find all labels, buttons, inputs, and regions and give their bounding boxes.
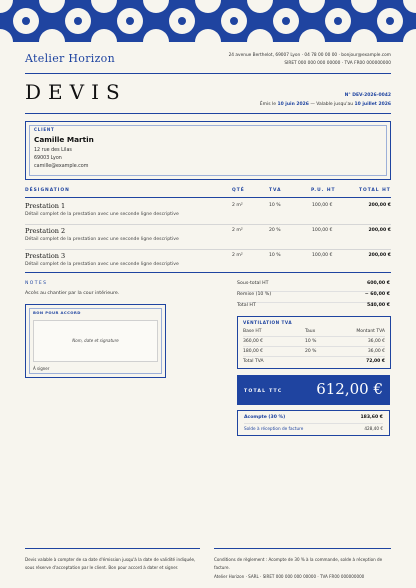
company-name: Atelier Horizon (25, 52, 115, 65)
deposit-label: Acompte (30 %) (244, 415, 286, 420)
balance-label: Solde à réception de facture (244, 426, 304, 431)
total-ht-row (237, 303, 390, 313)
table-header-divider (25, 197, 391, 198)
line-item-name: Prestation 3 (25, 252, 66, 260)
vat-row-base: 360,00 € (243, 339, 264, 344)
discount-row (237, 292, 390, 303)
company-legal: SIRET 000 000 000 00000 · TVA FR00 000000000 (284, 60, 391, 66)
signature-area[interactable] (33, 320, 158, 362)
vat-header-divider (243, 336, 385, 337)
line-item-unit-price: 100,00 € (312, 203, 333, 208)
line-item-total: 200,00 € (368, 203, 391, 208)
client-city: 69003 Lyon (34, 156, 62, 161)
document-number: N° DEV-2026-0042 (344, 93, 391, 98)
total-ht-value: 540,00 € (367, 303, 390, 308)
vat-row-amount: 36,00 € (367, 339, 385, 344)
subtotal-value: 600,00 € (367, 281, 390, 286)
footer-payment-terms (214, 556, 391, 581)
balance-value: 428,40 € (364, 426, 383, 431)
table-row (25, 224, 391, 250)
line-item-tva: 10 % (269, 203, 281, 208)
footer-divider-left (25, 548, 200, 549)
client-label: CLIENT (34, 127, 55, 132)
table-row (25, 199, 391, 225)
document-info (260, 91, 391, 109)
signature-status: À signer (33, 366, 50, 371)
issued-label: Émis le (259, 102, 277, 107)
line-item-tva: 10 % (269, 253, 281, 258)
signature-label: BON POUR ACCORD (33, 310, 81, 315)
line-item-total: 200,00 € (368, 228, 391, 233)
discount-label: Remise (10 %) (237, 292, 272, 297)
document-title: DEVIS (25, 80, 127, 104)
line-item-tva: 20 % (269, 228, 281, 233)
vat-total-value: 72,00 € (366, 359, 385, 364)
column-header-tva: TVA (269, 188, 282, 193)
vat-row-rate: 20 % (305, 349, 317, 354)
client-street: 12 rue des Lilas (34, 148, 72, 153)
total-ttc-banner (237, 375, 390, 405)
vat-col-rate: Taux (305, 329, 316, 334)
column-header-unit-price: P.U. HT (311, 188, 336, 193)
valid-label: — Valable jusqu'au (310, 102, 354, 107)
vat-row-divider (243, 356, 385, 357)
vat-row-rate: 10 % (305, 339, 317, 344)
subtotal-row (237, 281, 390, 292)
column-header-designation: DÉSIGNATION (25, 188, 70, 193)
client-email: camille@example.com (34, 164, 89, 169)
vat-total-label: Total TVA (243, 359, 264, 364)
deposit-value: 183,60 € (360, 415, 383, 420)
client-name: Camille Martin (34, 135, 94, 144)
header-divider (25, 73, 391, 74)
document-dates (260, 100, 391, 109)
line-item-qty: 2 m² (232, 228, 243, 233)
notes-text: Accès au chantier par la cour intérieure. (25, 291, 120, 296)
line-item-description: Détail complet de la prestation avec une seconde ligne descriptive (25, 212, 179, 217)
payment-terms-text: Conditions de règlement : Acompte de 30 % à la commande, solde à réception de facture. (214, 557, 383, 570)
line-item-name: Prestation 2 (25, 227, 66, 235)
company-address: 24 avenue Berthelot, 69007 Lyon · 04 78 00 00 00 · bonjour@example.com (228, 53, 391, 58)
line-item-total: 200,00 € (368, 253, 391, 258)
line-item-qty: 2 m² (232, 253, 243, 258)
footer-validity-text: Devis valable à compter de sa date d'émission jusqu'à la date de validité indiquée, sous réserve d'acceptation par le client. Bon pour accord à dater et signer. (25, 557, 196, 570)
vat-col-amount: Montant TVA (356, 329, 385, 334)
decorative-pattern-band (0, 0, 416, 42)
notes-label: NOTES (25, 281, 48, 286)
column-header-total: TOTAL HT (359, 188, 391, 193)
vat-row-divider (243, 346, 385, 347)
line-item-description: Détail complet de la prestation avec une seconde ligne descriptive (25, 262, 179, 267)
total-ttc-label: TOTAL TTC (244, 389, 283, 394)
total-ht-label: Total HT (237, 303, 256, 308)
line-item-unit-price: 100,00 € (312, 228, 333, 233)
line-item-unit-price: 100,00 € (312, 253, 333, 258)
valid-date: 10 juillet 2026 (354, 102, 391, 107)
vat-row-base: 180,00 € (243, 349, 264, 354)
signature-card (25, 304, 166, 378)
table-bottom-divider (25, 272, 391, 273)
issued-date: 10 juin 2026 (277, 102, 309, 107)
deposit-card (237, 410, 390, 436)
line-item-description: Détail complet de la prestation avec une seconde ligne descriptive (25, 237, 179, 242)
vat-col-base: Base HT (243, 329, 262, 334)
company-contact (229, 52, 391, 67)
footer-divider-right (214, 548, 391, 549)
vat-breakdown (237, 316, 391, 369)
column-header-qty: QTÉ (232, 188, 245, 193)
subtotal-label: Sous-total HT (237, 281, 269, 286)
client-card (25, 121, 391, 180)
discount-value: − 60,00 € (364, 292, 390, 297)
vat-row-amount: 36,00 € (367, 349, 385, 354)
line-item-name: Prestation 1 (25, 202, 66, 210)
vat-title: VENTILATION TVA (243, 320, 293, 325)
deposit-divider (244, 423, 383, 424)
total-ttc-value: 612,00 € (316, 380, 383, 398)
footer-legal-text: Atelier Horizon · SARL · SIRET 000 000 000 00000 · TVA FR00 000000000 (214, 574, 365, 579)
signature-hint: Nom, date et signature (72, 338, 119, 343)
title-divider (25, 113, 391, 114)
table-row (25, 249, 391, 274)
line-item-qty: 2 m² (232, 203, 243, 208)
